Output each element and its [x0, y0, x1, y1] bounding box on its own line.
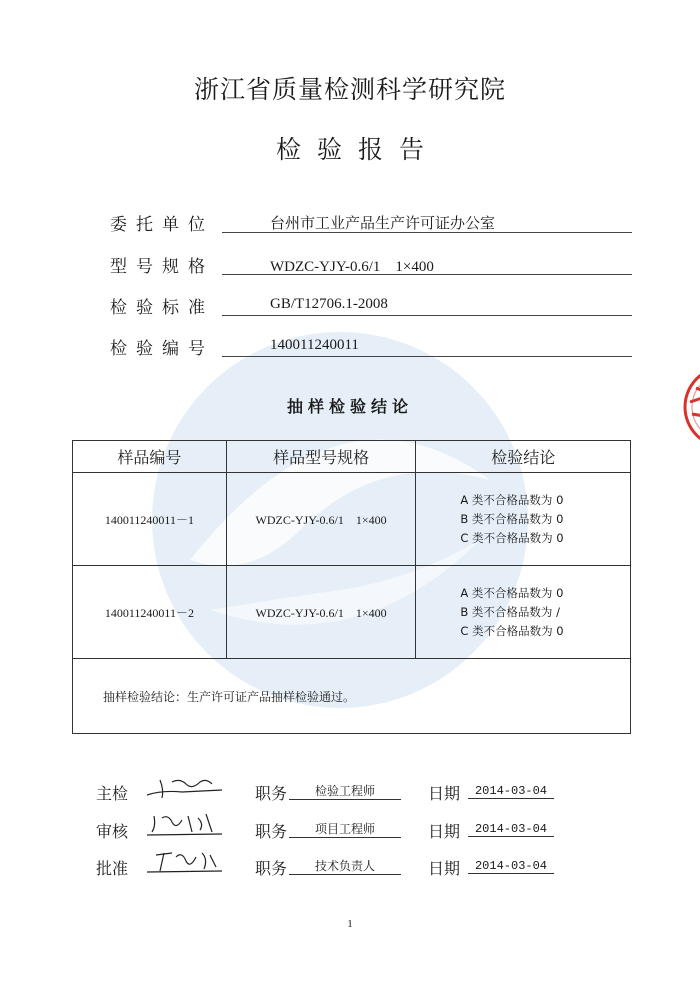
conclusion-row: [73, 659, 631, 734]
table-header-row: [73, 441, 631, 473]
inspector-signature: [142, 770, 227, 800]
reviewer-date-label: 日期: [428, 822, 461, 841]
sample-number-cell: 140011240011－2: [73, 566, 227, 659]
approver-date: 2014-03-04: [468, 859, 554, 874]
client-label: 委 托 单 位: [110, 215, 205, 235]
model-cell: WDZC-YJY-0.6/1 1×400: [226, 473, 416, 566]
report-number-value: 140011240011: [270, 337, 359, 353]
verdict-cell: [416, 566, 631, 659]
verdict-line: B 类不合格品数为 0: [460, 511, 564, 526]
page-number: 1: [347, 918, 353, 930]
inspector-date-label: 日期: [428, 784, 461, 803]
table-row: [73, 566, 631, 659]
reviewer-title: 项目工程师: [289, 820, 401, 838]
model-value: WDZC-YJY-0.6/1 1×400: [270, 259, 434, 275]
results-table: [72, 440, 631, 734]
verdict-line: C 类不合格品数为 0: [460, 530, 564, 545]
standard-value: GB/T12706.1-2008: [270, 296, 388, 312]
verdict-cell: [416, 473, 631, 566]
verdict-line: C 类不合格品数为 0: [460, 623, 564, 638]
column-header: 样品编号: [73, 441, 227, 473]
conclusion-cell: 抽样检验结论：生产许可证产品抽样检验通过。: [73, 659, 631, 734]
inspector-date: 2014-03-04: [468, 784, 554, 799]
inspector-label: 主检: [96, 784, 129, 803]
client-value: 台州市工业产品生产许可证办公室: [270, 214, 496, 232]
column-header: 检验结论: [416, 441, 631, 473]
approver-label: 批准: [96, 859, 129, 878]
verdict-line: B 类不合格品数为 /: [460, 604, 560, 619]
organization-title: 浙江省质量检测科学研究院: [193, 75, 506, 104]
verdict-line: A 类不合格品数为 0: [460, 585, 564, 600]
section-title: 抽样检验结论: [286, 397, 413, 416]
approver-title-label: 职务: [255, 859, 288, 878]
report-title: 检验报告: [275, 135, 440, 164]
approver-signature: [142, 845, 227, 875]
column-header: 样品型号规格: [226, 441, 416, 473]
approver-title: 技术负责人: [289, 857, 401, 875]
reviewer-date: 2014-03-04: [468, 822, 554, 837]
inspector-title-label: 职务: [255, 784, 288, 803]
approver-date-label: 日期: [428, 859, 461, 878]
sample-number-cell: 140011240011－1: [73, 473, 227, 566]
verdict-line: A 类不合格品数为 0: [460, 492, 564, 507]
reviewer-title-label: 职务: [255, 822, 288, 841]
table-row: [73, 473, 631, 566]
standard-label: 检 验 标 准: [110, 298, 205, 318]
model-label: 型 号 规 格: [110, 257, 205, 277]
reviewer-label: 审核: [96, 822, 129, 841]
report-number-label: 检 验 编 号: [110, 339, 205, 359]
inspector-title: 检验工程师: [289, 782, 401, 800]
model-cell: WDZC-YJY-0.6/1 1×400: [226, 566, 416, 659]
reviewer-signature: [142, 808, 227, 838]
